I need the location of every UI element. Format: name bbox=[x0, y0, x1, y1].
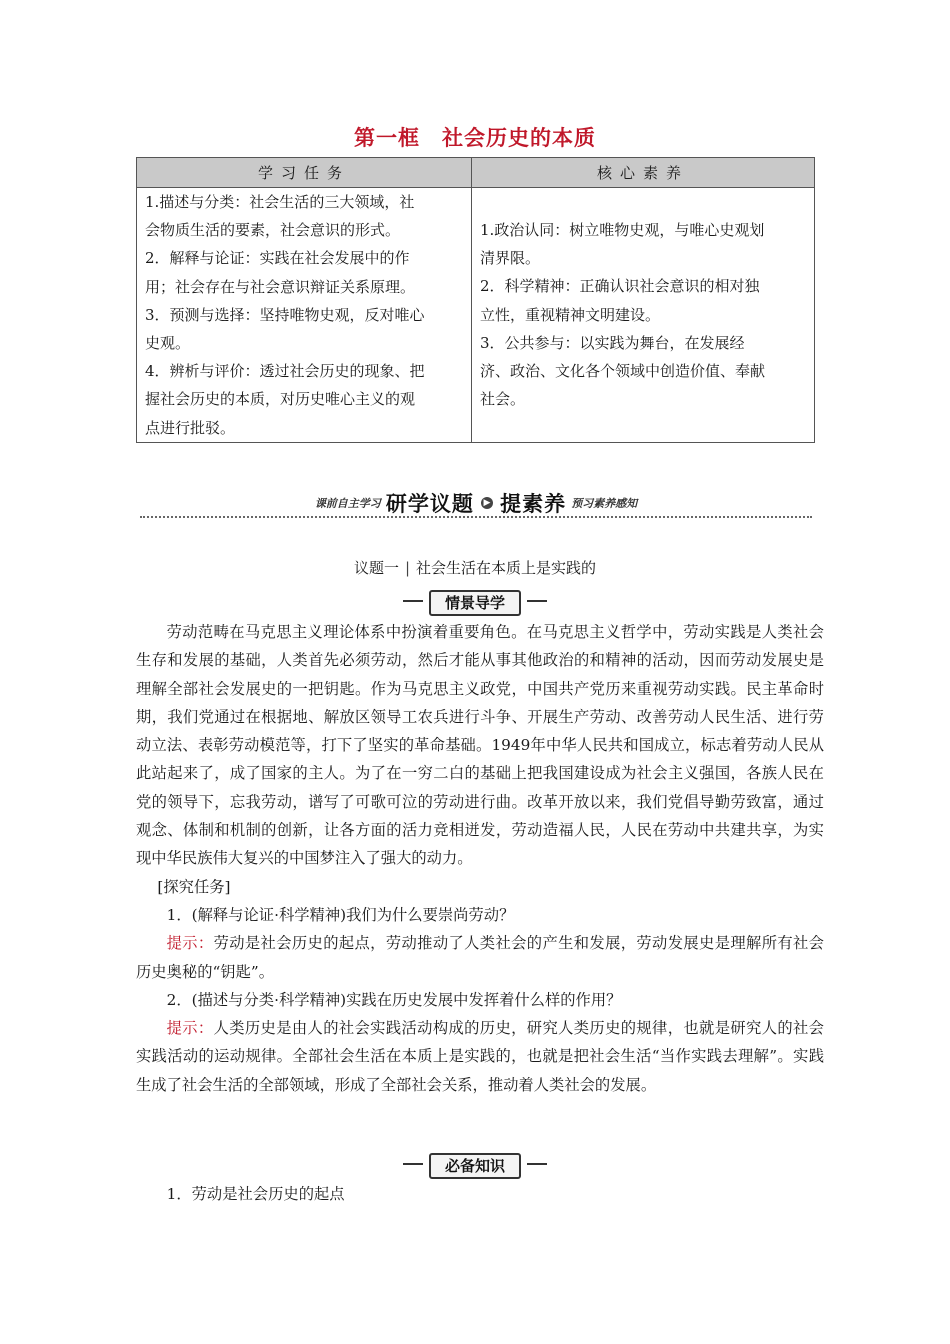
task-line: 1.描述与分类：社会生活的三大领域，社 bbox=[145, 193, 415, 211]
answer-2-line: 人的社会实践活动的运动规律。全部社会生活在本质上是实践的，也就是把社会生活“当作 bbox=[136, 1019, 824, 1066]
task-line: 2．解释与论证：实践在社会发展中的作 bbox=[145, 249, 410, 268]
answer-1-line: 劳动是社会历史的起点，劳动推动了人类社会的产生和发展，劳动发展史是理解 bbox=[213, 934, 762, 953]
scene-line: 歌可泣的劳动进行曲。改革开放以来，我们党倡导勤劳致富，通过观念、体制和机制的创新， bbox=[136, 792, 824, 840]
knowledge-tag bbox=[0, 1153, 950, 1175]
core-literacy-cell bbox=[472, 188, 815, 443]
scene-paragraph bbox=[136, 618, 824, 873]
task-heading: [探究任务] bbox=[157, 877, 231, 896]
hint-label: 提示： bbox=[166, 1019, 214, 1038]
knowledge-section bbox=[136, 1180, 824, 1208]
scene-passage bbox=[136, 618, 824, 1099]
banner-divider bbox=[140, 516, 812, 518]
answer-1-line: 所有社会历史奥秘的“钥匙”。 bbox=[136, 934, 824, 981]
literacy-line: 济、政治、文化各个领域中创造价值、奉献 bbox=[480, 362, 766, 381]
goals-table bbox=[136, 157, 815, 443]
scene-line: 产劳动、改善劳动人民生活、进行劳动立法、表彰劳动模范等，打下了坚实的革命基础。 bbox=[136, 707, 824, 755]
question-2: 2．(描述与分类·科学精神)实践在历史发展中发挥着什么样的作用？ bbox=[166, 990, 622, 1009]
answer-2-line: 人类历史是由人的社会实践活动构成的历史，研究人类历史的规律，也就是研究 bbox=[213, 1019, 762, 1038]
header-core-literacy: 核心素养 bbox=[472, 158, 815, 188]
knowledge-tag-label: 必备知识 bbox=[429, 1153, 521, 1179]
arrow-right-icon: ▶ bbox=[481, 497, 493, 509]
scene-tag-label: 情景导学 bbox=[429, 590, 521, 616]
literacy-line: 立性，重视精神文明建设。 bbox=[480, 305, 661, 324]
scene-line: 让各方面的活力竞相迸发，劳动造福人民，人民在劳动中共建共享，为实现中华民族伟大复 bbox=[136, 821, 824, 868]
banner-left-caption: 课前自主学习 bbox=[314, 497, 381, 510]
topic-label: 议题一 bbox=[353, 559, 399, 577]
literacy-line: 3．公共参与：以实践为舞台，在发展经 bbox=[480, 333, 745, 352]
literacy-line: 2．科学精神：正确认识社会意识的相对独 bbox=[480, 277, 760, 296]
answer-1 bbox=[136, 929, 824, 986]
task-line: 用；社会存在与社会意识辩证关系原理。 bbox=[145, 277, 416, 296]
topic-heading bbox=[0, 557, 950, 578]
literacy-line: 1.政治认同：树立唯物史观，与唯心史观划 bbox=[480, 221, 765, 239]
task-line: 3．预测与选择：坚持唯物史观，反对唯心 bbox=[145, 305, 425, 324]
banner-title-left: 研学议题 bbox=[385, 492, 474, 516]
scene-line: 因而劳动发展史是理解全部社会发展史的一把钥匙。作为马克思主义政党，中国共产党历来 bbox=[136, 651, 824, 698]
task-line: 点进行批驳。 bbox=[145, 418, 236, 437]
task-line: 会物质生活的要素，社会意识的形式。 bbox=[145, 221, 401, 240]
scene-line: 劳动范畴在马克思主义理论体系中扮演着重要角色。在马克思主义哲学中，劳动实践是 bbox=[166, 623, 762, 641]
question-1: 1．(解释与论证·科学精神)我们为什么要崇尚劳动？ bbox=[166, 905, 515, 924]
answer-2-line: 发展。 bbox=[610, 1075, 657, 1094]
task-line: 4．辨析与评价：透过社会历史的现象、把 bbox=[145, 362, 425, 381]
section-banner bbox=[140, 488, 812, 522]
banner-title-right: 提素养 bbox=[500, 492, 567, 516]
answer-2 bbox=[136, 1014, 824, 1099]
knowledge-point-1: 1．劳动是社会历史的起点 bbox=[166, 1185, 345, 1203]
scene-line: 人类社会生存和发展的基础，人类首先必须劳动，然后才能从事其他政治的和精神的活动， bbox=[136, 623, 824, 670]
scene-line: 重视劳动实践。民主革命时期，我们党通过在根据地、解放区领导工农兵进行斗争、开展生 bbox=[136, 679, 824, 726]
scene-line: 1949年中华人民共和国成立，标志着劳动人民从此站起来了，成了国家的主人。为了在一穷 bbox=[136, 736, 824, 783]
scene-line: 兴的中国梦注入了强大的动力。 bbox=[258, 849, 473, 868]
topic-separator: | bbox=[404, 559, 411, 577]
learning-tasks-cell bbox=[137, 188, 472, 443]
literacy-line: 清界限。 bbox=[480, 249, 541, 268]
header-learning-tasks: 学习任务 bbox=[137, 158, 472, 188]
task-line: 握社会历史的本质，对历史唯心主义的观 bbox=[145, 390, 416, 409]
banner-right-caption: 预习素养感知 bbox=[571, 497, 638, 510]
literacy-line: 社会。 bbox=[480, 390, 526, 409]
answer-2-line: 实践去理解”。实践生成了社会生活的全部领域，形成了全部社会关系，推动着人类社会的 bbox=[136, 1047, 824, 1094]
hint-label: 提示： bbox=[166, 934, 214, 953]
task-line: 史观。 bbox=[145, 334, 191, 353]
topic-title: 社会生活在本质上是实践的 bbox=[416, 559, 597, 577]
scene-line: 二白的基础上把我国建设成为社会主义强国，各族人民在党的领导下，忘我劳动，谱写了可 bbox=[136, 764, 824, 811]
scene-tag bbox=[0, 590, 950, 612]
page-title: 第一框 社会历史的本质 bbox=[354, 126, 596, 150]
